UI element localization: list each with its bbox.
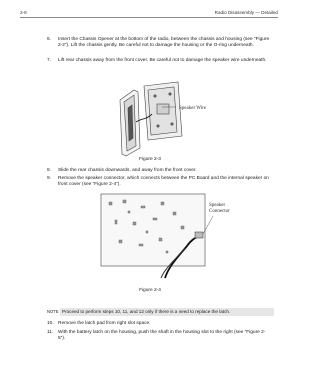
figure-2-4-illustration <box>95 192 235 284</box>
step-text: Lift rear chassis away from the front cover. Be careful not to damage the speaker wire underneath. <box>58 58 267 63</box>
header-rule <box>20 17 278 18</box>
step-text: Remove the speaker connector, which connects between the PC Board and the internal speaker on front cover (see “Figure 2-4”). <box>58 176 269 188</box>
step-11 <box>47 330 272 342</box>
speaker-connector-callout-1: Speaker <box>209 203 226 208</box>
figure-2-3-caption: Figure 2-3 <box>139 157 161 162</box>
step-8 <box>47 168 272 174</box>
page-header-left: 2-8 <box>20 10 27 15</box>
step-text: Insert the Chassis Opener at the bottom of the radio, between the chassis and housing (see “Figure 2-2”). Lift the chassis gently. Be careful not to damage the housing or the O-ring underneath. <box>58 37 270 49</box>
note-text: Proceed to perform steps 10, 11, and 12 only if there is a need to replace the latch. <box>62 309 231 315</box>
step-6 <box>47 37 272 49</box>
step-10 <box>47 321 272 327</box>
page-header-right: Radio Disassembly — Detailed <box>214 10 278 15</box>
note-label: NOTE <box>47 309 59 314</box>
step-number: 11. <box>47 330 54 335</box>
pc-board <box>101 194 205 266</box>
step-number: 10. <box>47 321 54 326</box>
step-number: 8. <box>47 168 52 173</box>
speaker-connector-callout-2: Connector <box>209 209 230 214</box>
figure-2-4-caption: Figure 2-4 <box>139 288 161 293</box>
front-cover <box>120 90 140 156</box>
step-number: 9. <box>47 176 52 181</box>
rear-chassis <box>144 82 182 140</box>
step-text: With the battery latch on the housing, push the shaft in the housing slot to the right (see “Figure 2-5”). <box>58 330 266 342</box>
step-7 <box>47 58 272 64</box>
figure-2-3-illustration <box>100 78 230 160</box>
speaker-connector <box>195 232 203 238</box>
step-number: 7. <box>47 58 52 63</box>
note-block <box>47 308 275 316</box>
step-number: 6. <box>47 37 52 42</box>
step-9 <box>47 176 272 188</box>
speaker-wire-callout: Speaker Wire <box>179 106 207 111</box>
step-text: Remove the latch pad from right slot space. <box>58 321 151 326</box>
step-text: Slide the rear chassis downwards, and away from the front cover. <box>58 168 197 173</box>
